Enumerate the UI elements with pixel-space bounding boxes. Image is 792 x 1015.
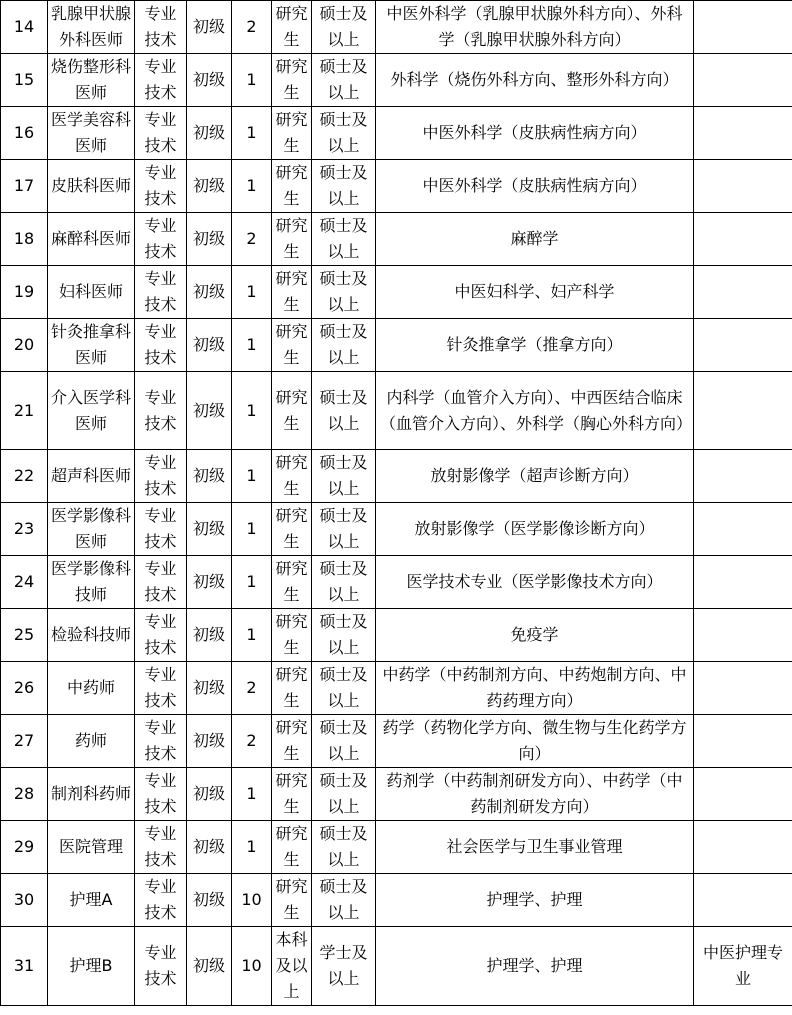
position-name-cell: 超声科医师 (48, 450, 135, 503)
table-row (1, 319, 792, 372)
position-name-cell: 医院管理 (48, 821, 135, 874)
job-level-cell: 初级 (187, 662, 232, 715)
job-category-cell: 专业技术 (135, 450, 187, 503)
table-row (1, 372, 792, 450)
degree-cell: 硕士及以上 (312, 821, 376, 874)
headcount-cell: 1 (232, 319, 272, 372)
job-category-cell: 专业技术 (135, 160, 187, 213)
job-level-cell: 初级 (187, 1, 232, 54)
headcount-cell: 2 (232, 715, 272, 768)
major-requirement-cell: 中医外科学（乳腺甲状腺外科方向）、外科学（乳腺甲状腺外科方向） (376, 1, 694, 54)
remark-cell (694, 266, 792, 319)
position-name-cell: 烧伤整形科医师 (48, 54, 135, 107)
table-row (1, 662, 792, 715)
job-category-cell: 专业技术 (135, 372, 187, 450)
education-cell: 研究生 (272, 821, 312, 874)
major-requirement-cell: 放射影像学（医学影像诊断方向） (376, 503, 694, 556)
headcount-cell: 1 (232, 266, 272, 319)
job-category-cell: 专业技术 (135, 107, 187, 160)
degree-cell: 硕士及以上 (312, 662, 376, 715)
major-requirement-cell: 药剂学（中药制剂研发方向）、中药学（中药制剂研发方向） (376, 768, 694, 821)
job-category-cell: 专业技术 (135, 1, 187, 54)
job-level-cell: 初级 (187, 715, 232, 768)
remark-cell (694, 662, 792, 715)
headcount-cell: 1 (232, 556, 272, 609)
remark-cell (694, 213, 792, 266)
job-level-cell: 初级 (187, 821, 232, 874)
headcount-cell: 2 (232, 1, 272, 54)
job-level-cell: 初级 (187, 503, 232, 556)
position-name-cell: 乳腺甲状腺外科医师 (48, 1, 135, 54)
row-number-cell: 18 (1, 213, 48, 266)
job-category-cell: 专业技术 (135, 715, 187, 768)
job-category-cell: 专业技术 (135, 609, 187, 662)
position-name-cell: 中药师 (48, 662, 135, 715)
job-category-cell: 专业技术 (135, 213, 187, 266)
major-requirement-cell: 外科学（烧伤外科方向、整形外科方向） (376, 54, 694, 107)
degree-cell: 硕士及以上 (312, 54, 376, 107)
row-number-cell: 14 (1, 1, 48, 54)
position-name-cell: 医学美容科医师 (48, 107, 135, 160)
position-name-cell: 护理B (48, 927, 135, 1006)
education-cell: 研究生 (272, 609, 312, 662)
job-category-cell: 专业技术 (135, 503, 187, 556)
degree-cell: 硕士及以上 (312, 319, 376, 372)
job-level-cell: 初级 (187, 319, 232, 372)
headcount-cell: 10 (232, 927, 272, 1006)
major-requirement-cell: 针灸推拿学（推拿方向） (376, 319, 694, 372)
table-row (1, 609, 792, 662)
degree-cell: 硕士及以上 (312, 503, 376, 556)
education-cell: 研究生 (272, 715, 312, 768)
position-name-cell: 检验科技师 (48, 609, 135, 662)
job-category-cell: 专业技术 (135, 266, 187, 319)
education-cell: 研究生 (272, 556, 312, 609)
education-cell: 研究生 (272, 1, 312, 54)
table-row (1, 266, 792, 319)
job-category-cell: 专业技术 (135, 319, 187, 372)
education-cell: 研究生 (272, 266, 312, 319)
education-cell: 研究生 (272, 319, 312, 372)
remark-cell (694, 450, 792, 503)
job-category-cell: 专业技术 (135, 874, 187, 927)
degree-cell: 硕士及以上 (312, 1, 376, 54)
row-number-cell: 29 (1, 821, 48, 874)
row-number-cell: 26 (1, 662, 48, 715)
remark-cell (694, 609, 792, 662)
headcount-cell: 1 (232, 450, 272, 503)
major-requirement-cell: 护理学、护理 (376, 927, 694, 1006)
remark-cell (694, 372, 792, 450)
major-requirement-cell: 护理学、护理 (376, 874, 694, 927)
position-name-cell: 医学影像科医师 (48, 503, 135, 556)
headcount-cell: 10 (232, 874, 272, 927)
position-name-cell: 妇科医师 (48, 266, 135, 319)
education-cell: 研究生 (272, 450, 312, 503)
degree-cell: 硕士及以上 (312, 213, 376, 266)
row-number-cell: 19 (1, 266, 48, 319)
headcount-cell: 1 (232, 160, 272, 213)
table-row (1, 54, 792, 107)
position-name-cell: 护理A (48, 874, 135, 927)
headcount-cell: 1 (232, 372, 272, 450)
job-level-cell: 初级 (187, 609, 232, 662)
remark-cell (694, 319, 792, 372)
job-level-cell: 初级 (187, 107, 232, 160)
job-category-cell: 专业技术 (135, 54, 187, 107)
position-name-cell: 麻醉科医师 (48, 213, 135, 266)
education-cell: 研究生 (272, 107, 312, 160)
degree-cell: 硕士及以上 (312, 266, 376, 319)
job-level-cell: 初级 (187, 372, 232, 450)
row-number-cell: 27 (1, 715, 48, 768)
degree-cell: 硕士及以上 (312, 450, 376, 503)
job-level-cell: 初级 (187, 927, 232, 1006)
row-number-cell: 21 (1, 372, 48, 450)
degree-cell: 硕士及以上 (312, 160, 376, 213)
table-row (1, 107, 792, 160)
education-cell: 研究生 (272, 768, 312, 821)
job-level-cell: 初级 (187, 450, 232, 503)
job-level-cell: 初级 (187, 54, 232, 107)
major-requirement-cell: 中医妇科学、妇产科学 (376, 266, 694, 319)
row-number-cell: 31 (1, 927, 48, 1006)
major-requirement-cell: 放射影像学（超声诊断方向） (376, 450, 694, 503)
major-requirement-cell: 医学技术专业（医学影像技术方向） (376, 556, 694, 609)
education-cell: 研究生 (272, 372, 312, 450)
education-cell: 研究生 (272, 160, 312, 213)
table-row (1, 503, 792, 556)
job-level-cell: 初级 (187, 768, 232, 821)
headcount-cell: 1 (232, 821, 272, 874)
education-cell: 研究生 (272, 662, 312, 715)
row-number-cell: 24 (1, 556, 48, 609)
major-requirement-cell: 社会医学与卫生事业管理 (376, 821, 694, 874)
job-category-cell: 专业技术 (135, 927, 187, 1006)
table-row (1, 821, 792, 874)
job-level-cell: 初级 (187, 160, 232, 213)
major-requirement-cell: 药学（药物化学方向、微生物与生化药学方向） (376, 715, 694, 768)
major-requirement-cell: 麻醉学 (376, 213, 694, 266)
major-requirement-cell: 免疫学 (376, 609, 694, 662)
table-row (1, 768, 792, 821)
job-level-cell: 初级 (187, 556, 232, 609)
remark-cell (694, 556, 792, 609)
headcount-cell: 1 (232, 503, 272, 556)
degree-cell: 硕士及以上 (312, 715, 376, 768)
remark-cell (694, 768, 792, 821)
job-category-cell: 专业技术 (135, 821, 187, 874)
headcount-cell: 2 (232, 662, 272, 715)
job-category-cell: 专业技术 (135, 768, 187, 821)
row-number-cell: 30 (1, 874, 48, 927)
remark-cell (694, 821, 792, 874)
position-name-cell: 介入医学科医师 (48, 372, 135, 450)
degree-cell: 硕士及以上 (312, 768, 376, 821)
remark-cell (694, 874, 792, 927)
table-row (1, 160, 792, 213)
row-number-cell: 28 (1, 768, 48, 821)
education-cell: 本科及以上 (272, 927, 312, 1006)
table-row (1, 927, 792, 1006)
row-number-cell: 16 (1, 107, 48, 160)
table-row (1, 556, 792, 609)
job-level-cell: 初级 (187, 266, 232, 319)
headcount-cell: 1 (232, 609, 272, 662)
headcount-cell: 1 (232, 768, 272, 821)
degree-cell: 硕士及以上 (312, 372, 376, 450)
position-name-cell: 皮肤科医师 (48, 160, 135, 213)
table-body (1, 1, 792, 1006)
remark-cell (694, 1, 792, 54)
job-level-cell: 初级 (187, 213, 232, 266)
row-number-cell: 20 (1, 319, 48, 372)
job-category-cell: 专业技术 (135, 662, 187, 715)
table-row (1, 213, 792, 266)
remark-cell (694, 54, 792, 107)
remark-cell (694, 715, 792, 768)
remark-cell (694, 107, 792, 160)
major-requirement-cell: 中医外科学（皮肤病性病方向） (376, 160, 694, 213)
major-requirement-cell: 内科学（血管介入方向）、中西医结合临床（血管介入方向）、外科学（胸心外科方向） (376, 372, 694, 450)
degree-cell: 硕士及以上 (312, 874, 376, 927)
degree-cell: 硕士及以上 (312, 107, 376, 160)
position-name-cell: 医学影像科技师 (48, 556, 135, 609)
position-name-cell: 制剂科药师 (48, 768, 135, 821)
degree-cell: 硕士及以上 (312, 556, 376, 609)
job-category-cell: 专业技术 (135, 556, 187, 609)
education-cell: 研究生 (272, 874, 312, 927)
headcount-cell: 1 (232, 54, 272, 107)
table-row (1, 450, 792, 503)
remark-cell: 中医护理专业 (694, 927, 792, 1006)
major-requirement-cell: 中药学（中药制剂方向、中药炮制方向、中药药理方向） (376, 662, 694, 715)
education-cell: 研究生 (272, 213, 312, 266)
table-row (1, 1, 792, 54)
remark-cell (694, 503, 792, 556)
headcount-cell: 1 (232, 107, 272, 160)
row-number-cell: 17 (1, 160, 48, 213)
table-row (1, 874, 792, 927)
table-row (1, 715, 792, 768)
major-requirement-cell: 中医外科学（皮肤病性病方向） (376, 107, 694, 160)
remark-cell (694, 160, 792, 213)
job-level-cell: 初级 (187, 874, 232, 927)
row-number-cell: 23 (1, 503, 48, 556)
position-name-cell: 针灸推拿科医师 (48, 319, 135, 372)
degree-cell: 硕士及以上 (312, 609, 376, 662)
education-cell: 研究生 (272, 503, 312, 556)
degree-cell: 学士及以上 (312, 927, 376, 1006)
row-number-cell: 15 (1, 54, 48, 107)
position-name-cell: 药师 (48, 715, 135, 768)
education-cell: 研究生 (272, 54, 312, 107)
row-number-cell: 25 (1, 609, 48, 662)
headcount-cell: 2 (232, 213, 272, 266)
row-number-cell: 22 (1, 450, 48, 503)
